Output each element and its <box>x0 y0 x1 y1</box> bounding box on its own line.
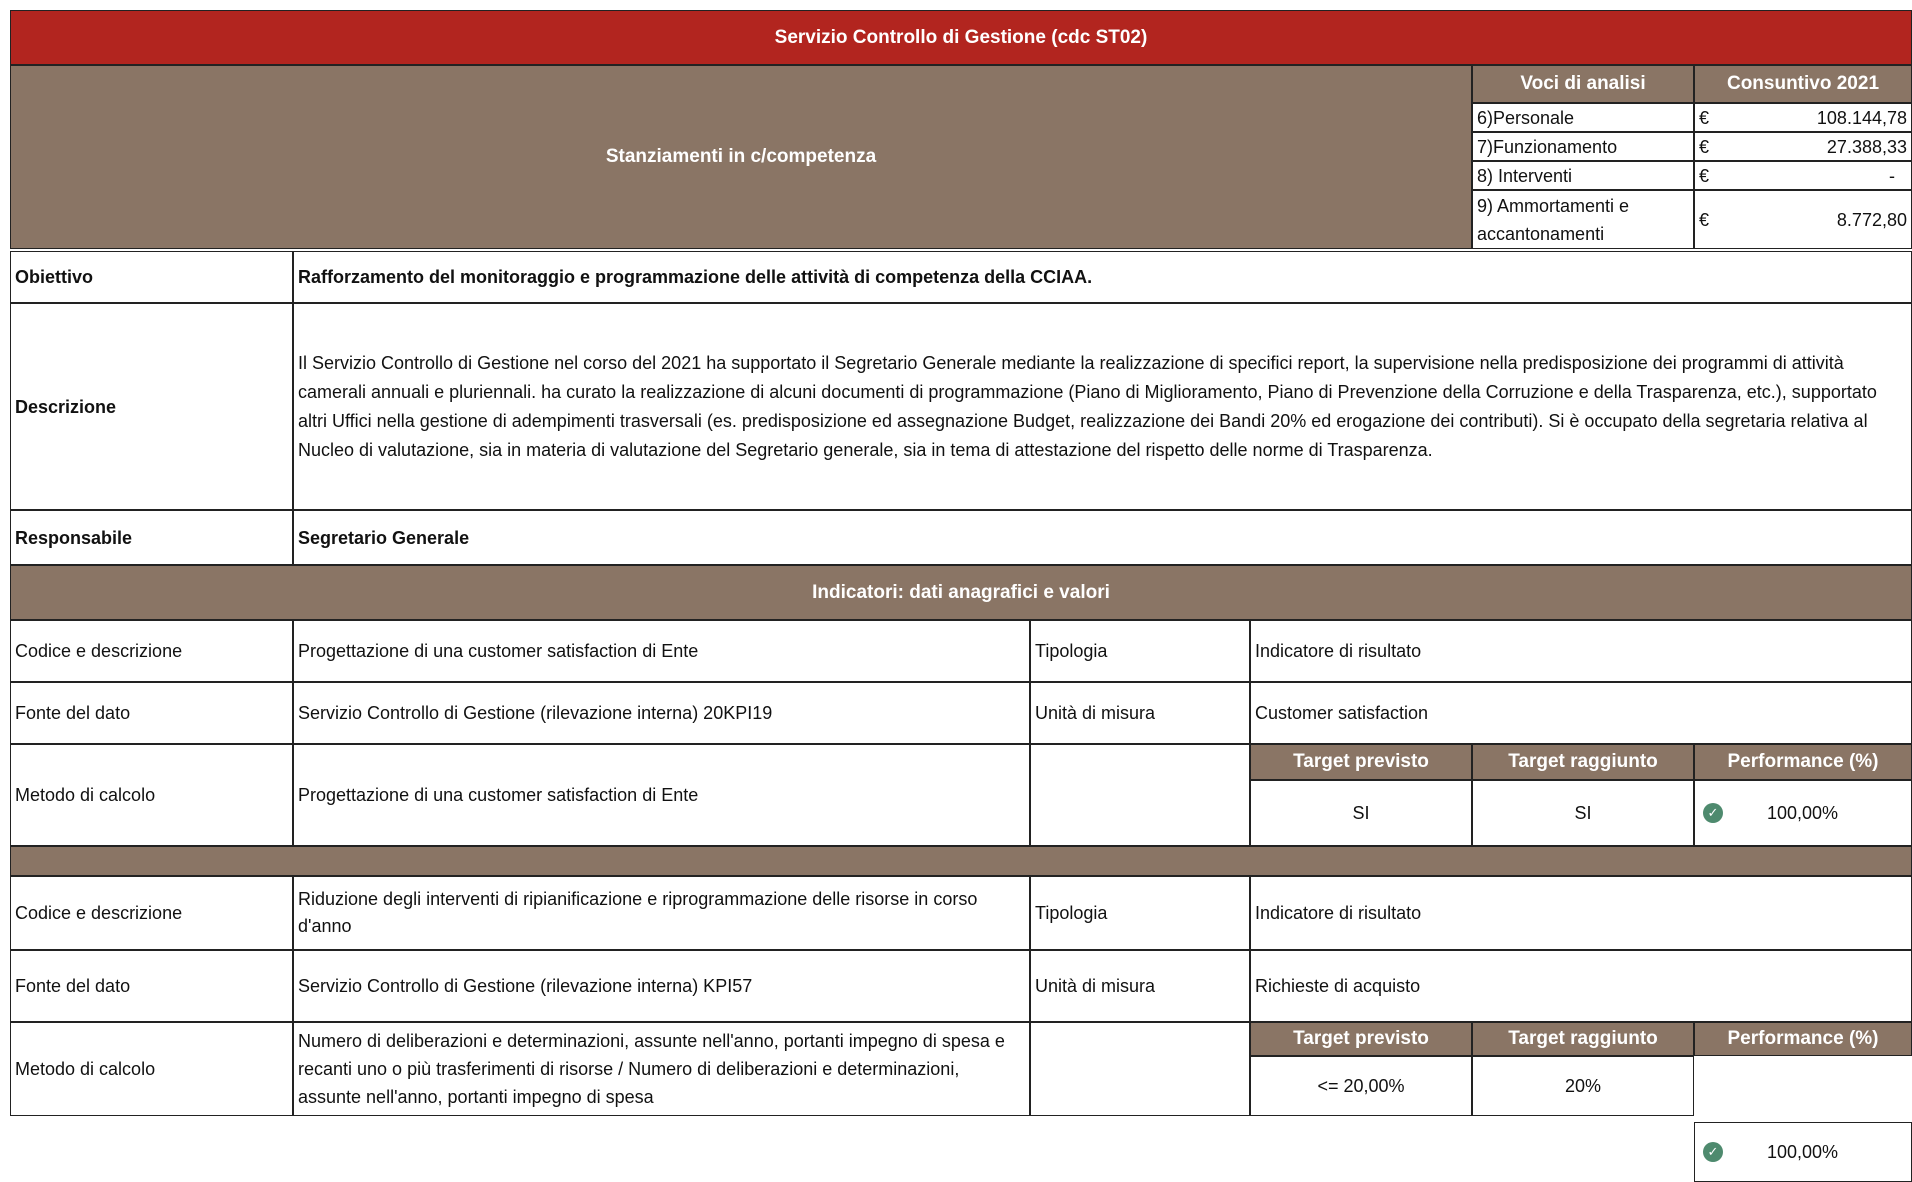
codice-value: Riduzione degli interventi di ripianificazione e riprogrammazione delle risorse in corso d'anno <box>293 876 1030 950</box>
target-previsto-header: Target previsto <box>1250 744 1472 780</box>
tipologia-label: Tipologia <box>1030 620 1250 682</box>
metodo-label: Metodo di calcolo <box>10 744 293 846</box>
descrizione-label: Descrizione <box>10 303 293 510</box>
budget-value: 8.772,80 <box>1836 209 1907 230</box>
fonte-label: Fonte del dato <box>10 682 293 744</box>
currency-symbol: € <box>1699 107 1710 128</box>
unita-label: Unità di misura <box>1030 950 1250 1022</box>
unita-value: Richieste di acquisto <box>1250 950 1912 1022</box>
performance-header: Performance (%) <box>1694 744 1912 780</box>
target-previsto-header: Target previsto <box>1250 1022 1472 1056</box>
obiettivo-value: Rafforzamento del monitoraggio e programmazione delle attività di competenza della CCIAA. <box>293 251 1912 303</box>
metodo-spacer <box>1030 1022 1250 1116</box>
codice-label: Codice e descrizione <box>10 876 293 950</box>
target-raggiunto-header: Target raggiunto <box>1472 744 1694 780</box>
target-raggiunto-value: SI <box>1472 780 1694 846</box>
fonte-label: Fonte del dato <box>10 950 293 1022</box>
metodo-label: Metodo di calcolo <box>10 1022 293 1116</box>
budget-voce: 9) Ammortamenti e accantonamenti <box>1472 190 1694 249</box>
budget-amount <box>1694 161 1912 190</box>
currency-symbol: € <box>1699 209 1710 230</box>
col-voci-header: Voci di analisi <box>1472 65 1694 103</box>
tipologia-value: Indicatore di risultato <box>1250 876 1912 950</box>
responsabile-label: Responsabile <box>10 510 293 565</box>
fonte-value: Servizio Controllo di Gestione (rilevazione interna) 20KPI19 <box>293 682 1030 744</box>
budget-voce: 6)Personale <box>1472 103 1694 132</box>
performance-value: 100,00% <box>1767 803 1839 823</box>
budget-amount <box>1694 190 1912 249</box>
metodo-value: Progettazione di una customer satisfaction di Ente <box>293 744 1030 846</box>
obiettivo-label: Obiettivo <box>10 251 293 303</box>
col-consuntivo-header: Consuntivo 2021 <box>1694 65 1912 103</box>
tipologia-label: Tipologia <box>1030 876 1250 950</box>
budget-value: 27.388,33 <box>1826 136 1907 157</box>
unita-value: Customer satisfaction <box>1250 682 1912 744</box>
performance-value: 100,00% <box>1767 1142 1839 1162</box>
indicatori-header: Indicatori: dati anagrafici e valori <box>10 565 1912 620</box>
budget-value: - <box>1889 165 1895 186</box>
budget-voce: 7)Funzionamento <box>1472 132 1694 161</box>
codice-value: Progettazione di una customer satisfaction di Ente <box>293 620 1030 682</box>
target-previsto-value: SI <box>1250 780 1472 846</box>
codice-label: Codice e descrizione <box>10 620 293 682</box>
metodo-value: Numero di deliberazioni e determinazioni, assunte nell'anno, portanti impegno di spesa e recanti uno o più trasferimenti di risorse / Numero di deliberazioni e determinazioni, assunte nell'anno, portanti impegno di spesa <box>293 1022 1030 1116</box>
performance-header: Performance (%) <box>1694 1022 1912 1056</box>
target-raggiunto-value: 20% <box>1472 1056 1694 1116</box>
responsabile-value: Segretario Generale <box>293 510 1912 565</box>
tipologia-value: Indicatore di risultato <box>1250 620 1912 682</box>
budget-voce: 8) Interventi <box>1472 161 1694 190</box>
indicator-separator <box>10 846 1912 876</box>
check-icon: ✓ <box>1703 1142 1723 1162</box>
stanziamenti-label: Stanziamenti in c/competenza <box>10 65 1472 249</box>
unita-label: Unità di misura <box>1030 682 1250 744</box>
performance-cell <box>1694 1122 1912 1182</box>
descrizione-value: Il Servizio Controllo di Gestione nel corso del 2021 ha supportato il Segretario Generale mediante la realizzazione di specifici report, la supervisione nella predisposizione dei programmi di attività camerali annuali e pluriennali. ha curato la realizzazione di alcuni documenti di programmazione (Piano di Miglioramento, Piano di Prevenzione della Corruzione e della Trasparenza, etc.), supportato altri Uffici nella gestione di adempimenti trasversali (es. predisposizione ed assegnazione Budget, realizzazione dei Bandi 20% ed erogazione dei contributi). Si è occupato della segretaria relativa al Nucleo di valutazione, sia in materia di valutazione del Segretario generale, sia in tema di attestazione del rispetto delle norme di Trasparenza. <box>293 303 1912 510</box>
budget-amount <box>1694 103 1912 132</box>
fonte-value: Servizio Controllo di Gestione (rilevazione interna) KPI57 <box>293 950 1030 1022</box>
metodo-spacer <box>1030 744 1250 846</box>
target-previsto-value: <= 20,00% <box>1250 1056 1472 1116</box>
budget-value: 108.144,78 <box>1816 107 1907 128</box>
page-title: Servizio Controllo di Gestione (cdc ST02) <box>10 10 1912 65</box>
currency-symbol: € <box>1699 136 1710 157</box>
target-raggiunto-header: Target raggiunto <box>1472 1022 1694 1056</box>
check-icon: ✓ <box>1703 803 1723 823</box>
currency-symbol: € <box>1699 165 1710 186</box>
performance-cell <box>1694 780 1912 846</box>
budget-amount <box>1694 132 1912 161</box>
